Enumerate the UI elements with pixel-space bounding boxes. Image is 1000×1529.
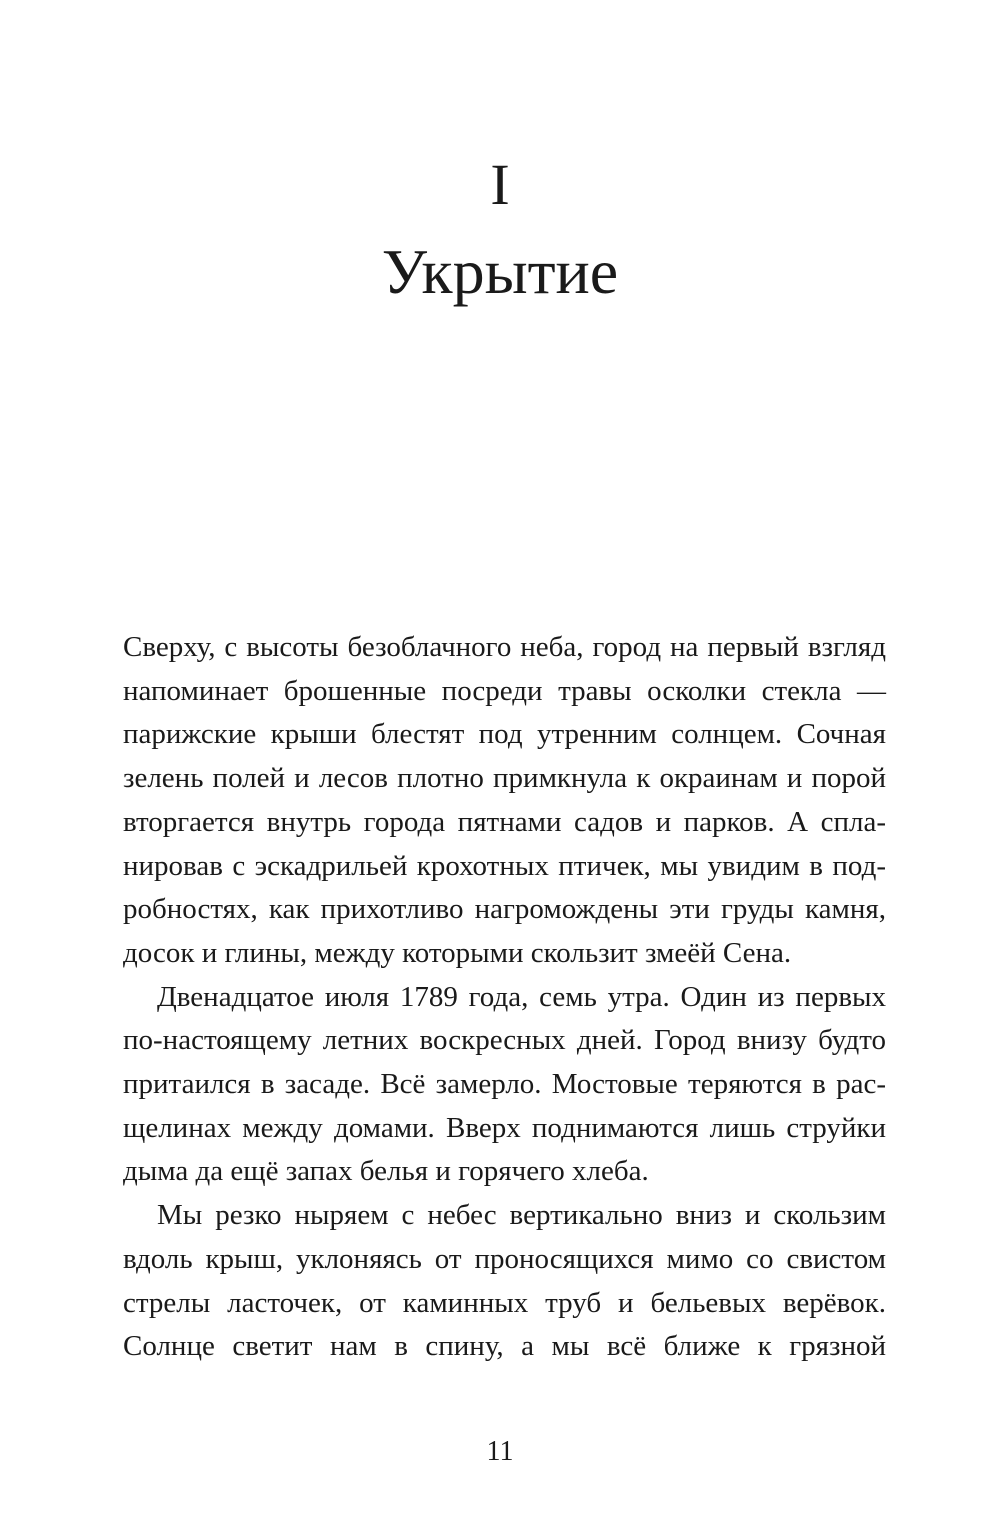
page-number: 11 <box>486 1436 514 1467</box>
chapter-number: I <box>490 152 510 217</box>
text-line: дыма да ещё запах белья и горячего хлеба. <box>123 1155 649 1188</box>
text-line: напоминает брошенные посреди травы осколки стекла — <box>123 674 886 707</box>
text-line: Двенадцатое июля 1789 года, семь утра. Один из первых <box>157 980 886 1013</box>
text-line: парижские крыши блестят под утренним солнцем. Сочная <box>123 718 886 751</box>
text-line: Сверху, с высоты безоблачного неба, город на первый взгляд <box>123 631 886 663</box>
text-line: зелень полей и лесов плотно примкнула к окраинам и порой <box>123 762 886 795</box>
text-line: щелинах между домами. Вверх поднимаются лишь струйки <box>123 1111 886 1144</box>
text-line: Солнце светит нам в спину, а мы всё ближе к грязной <box>123 1330 886 1363</box>
body-text <box>123 626 886 1369</box>
text-line: нировав с эскадрильей крохотных птичек, мы увидим в под- <box>123 849 886 882</box>
paragraph-1 <box>123 626 886 976</box>
text-line: робностях, как прихотливо нагромождены эти груды камня, <box>123 893 886 926</box>
text-line: по-настоящему летних воскресных дней. Город внизу будто <box>123 1024 886 1057</box>
text-line: притаился в засаде. Всё замерло. Мостовые теряются в рас- <box>123 1068 886 1101</box>
paragraph-3 <box>123 1194 886 1369</box>
text-line: стрелы ласточек, от каминных труб и бельевых верёвок. <box>123 1286 886 1319</box>
text-line: Мы резко ныряем с небес вертикально вниз и скользим <box>157 1199 886 1232</box>
text-line: вторгается внутрь города пятнами садов и парков. А спла- <box>123 805 886 838</box>
paragraph-2 <box>123 976 886 1195</box>
text-line: вдоль крыш, уклоняясь от проносящихся мимо со свистом <box>123 1242 886 1275</box>
chapter-title: Укрытие <box>381 236 619 307</box>
text-line: досок и глины, между которыми скользит змеёй Сена. <box>123 936 792 969</box>
